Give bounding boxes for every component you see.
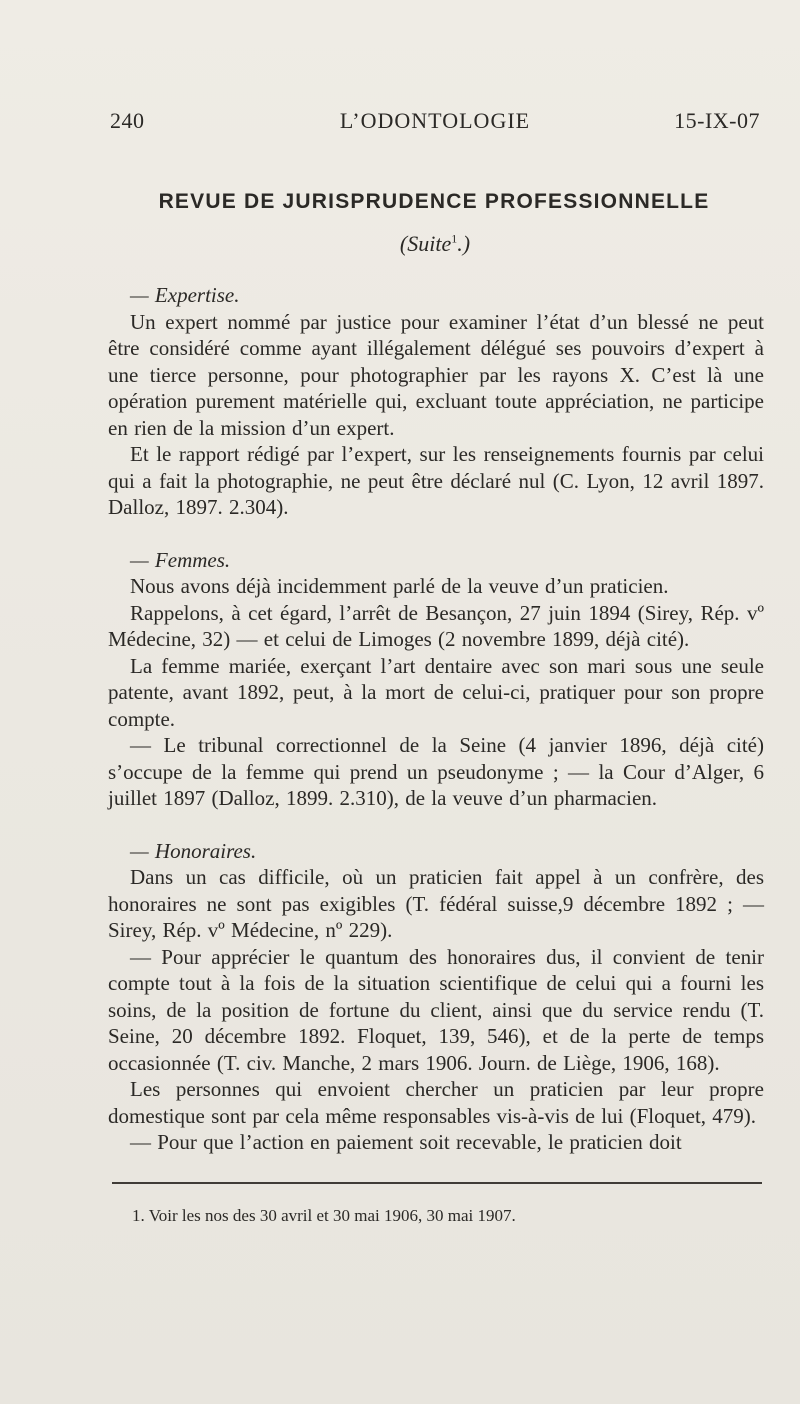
paragraph: La femme mariée, exerçant l’art dentaire avec son mari sous une seule patente, avant 1892, peut, à la mort de celui-ci, pratiquer pour son propre compte. [108, 653, 764, 731]
paragraph: Et le rapport rédigé par l’expert, sur les renseignements fournis par celui qui a fait la photographie, ne peut être déclaré nul (C. Lyon, 12 avril 1897. Dalloz, 1897. 2.304). [108, 442, 764, 519]
journal-title: L’ODONTOLOGIE [339, 108, 531, 133]
paragraph: Dans un cas difficile, où un praticien fait appel à un confrère, des honoraires ne sont pas exigibles (T. fédéral suisse,9 décembre 1892 ; — Sirey, Rép. vº Médecine, nº 229). [108, 865, 764, 942]
paragraph: — Pour que l’action en paiement soit recevable, le praticien doit [130, 1130, 682, 1154]
subtitle-text: (Suite [399, 231, 452, 256]
paragraph: Nous avons déjà incidemment parlé de la veuve d’un praticien. [130, 574, 669, 598]
paragraph: Les personnes qui envoient chercher un praticien par leur propre domestique sont par cela même responsables vis-à-vis de lui (Floquet, 479). [108, 1077, 764, 1128]
footnote: 1. Voir les nos des 30 avril et 30 mai 1906, 30 mai 1907. [132, 1206, 516, 1225]
footnote-divider [112, 1182, 762, 1184]
paragraph: Rappelons, à cet égard, l’arrêt de Besançon, 27 juin 1894 (Sirey, Rép. vº Médecine, 32) — et celui de Limoges (2 novembre 1899, déjà cité). [108, 600, 764, 651]
section-heading-honoraires: — Honoraires. [130, 838, 257, 863]
issue-date: 15-IX-07 [674, 108, 760, 133]
page-number: 240 [110, 108, 145, 133]
article-subtitle [110, 231, 760, 257]
article-body [108, 282, 764, 1156]
paragraph: Un expert nommé par justice pour examiner l’état d’un blessé ne peut être considéré comme ayant illégalement délégué ses pouvoirs d’expert à une tierce personne, pour photographier par les rayons X. C’est là une opération purement matérielle qui, excluant toute appréciation, ne participe en rien de la mission d’un expert. [108, 309, 764, 440]
paragraph: — Le tribunal correctionnel de la Seine (4 janvier 1896, déjà cité) s’occupe de la femme qui prend un pseudonyme ; — la Cour d’Alger, 6 juillet 1897 (Dalloz, 1899. 2.310), de la veuve d’un pharmacien. [108, 733, 764, 810]
footnote-reference: 1 [451, 231, 458, 246]
section-heading-expertise: — Expertise. [130, 283, 240, 307]
subtitle-end: .) [457, 231, 471, 256]
running-header [110, 108, 760, 144]
paragraph: — Pour apprécier le quantum des honoraires dus, il convient de tenir compte tout à la fois de la situation scientifique de celui qui a fourni les soins, de la position de fortune du client, ainsi que du service rendu (T. Seine, 20 décembre 1892. Floquet, 139, 546), et de la perte de temps occasionnée (T. civ. Manche, 2 mars 1906. Journ. de Liège, 1906, 168). [108, 944, 764, 1075]
article-title: REVUE DE JURISPRUDENCE PROFESSIONNELLE [158, 190, 710, 213]
section-heading-femmes: — Femmes. [130, 547, 231, 572]
